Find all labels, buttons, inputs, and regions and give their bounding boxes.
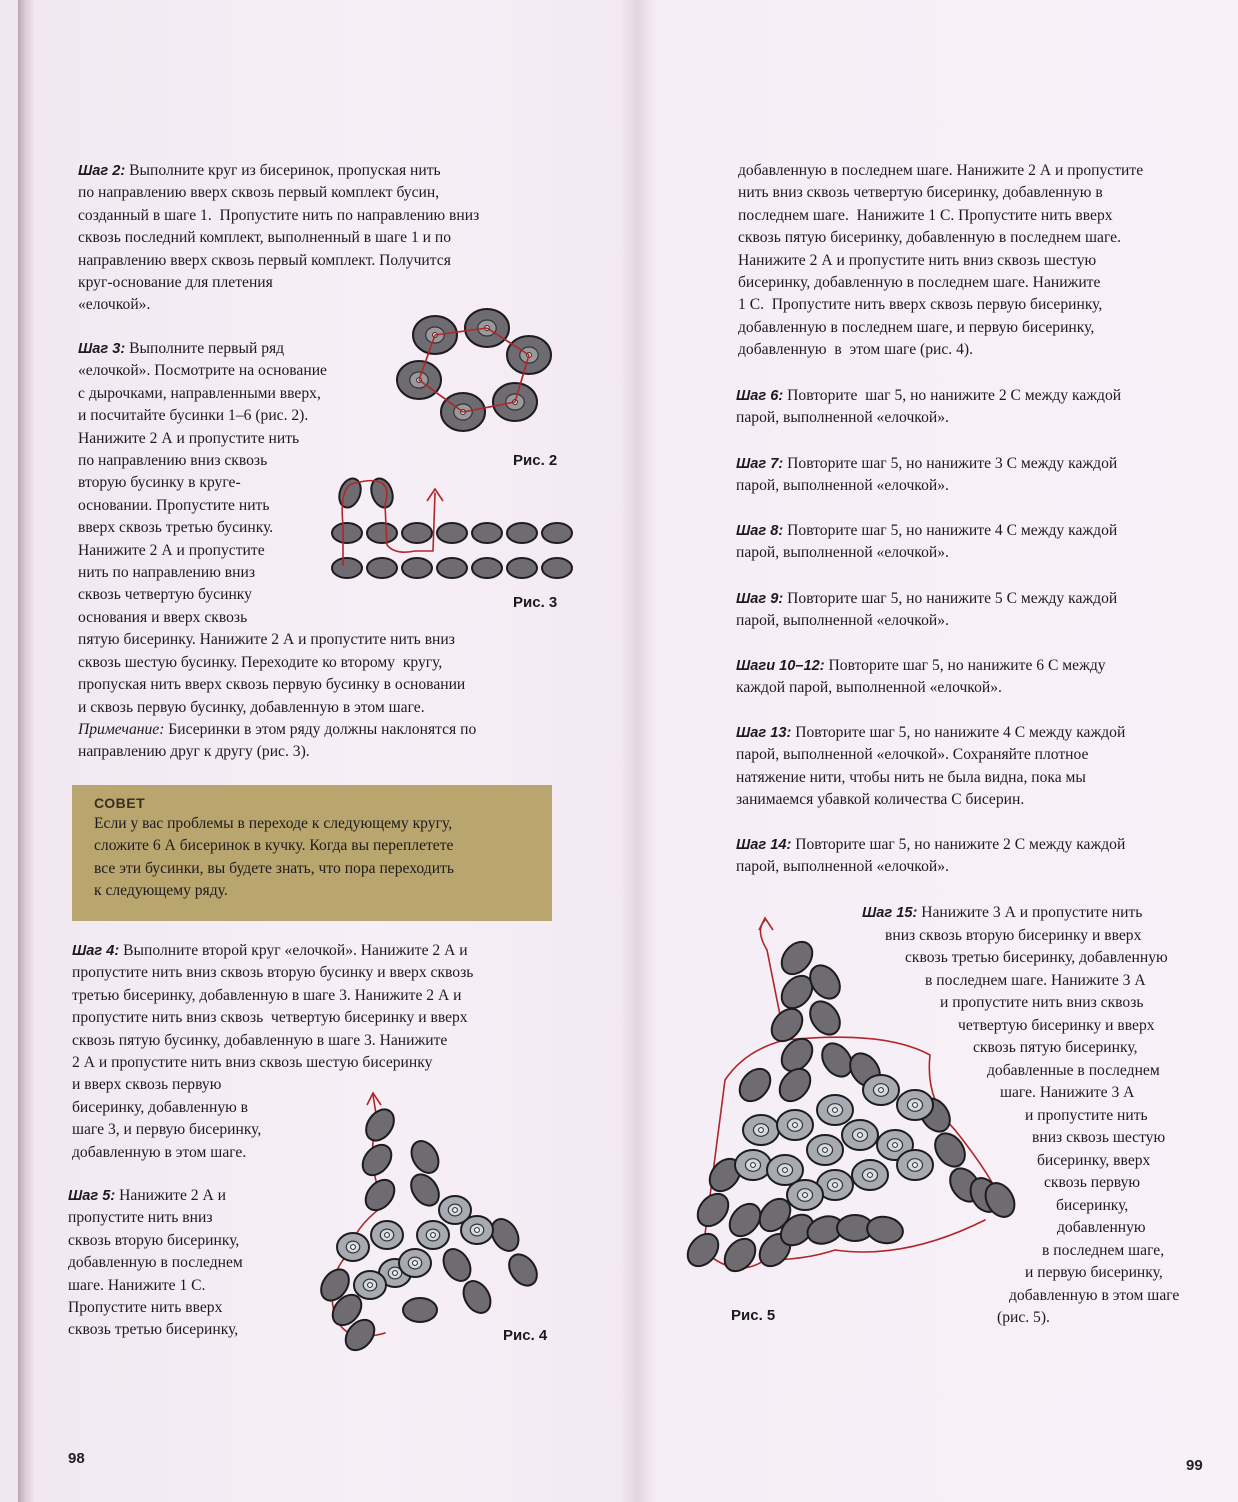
bead-light [817,1095,853,1125]
bead-dark [335,475,364,510]
step-15-line: и первую бисеринку, [1025,1264,1163,1281]
step-8 [736,520,1117,565]
step-15-line: добавленные в последнем [987,1062,1160,1079]
bead-dark [472,558,502,578]
bead-light [787,1180,823,1210]
step-6 [736,385,1121,430]
bead-dark [437,558,467,578]
step-5 [68,1185,243,1342]
step-15-first-line [862,902,1142,924]
bead-dark [773,1063,816,1107]
bead-dark [865,1214,905,1246]
step-15-line: (рис. 5). [997,1309,1050,1326]
step-3-text: Выполните первый ряд «елочкой». Посмотрите на основание с дырочками, направленными вверх, и посчитайте бусинки 1–6 (рис. 2). Нанижите 2 А и пропустите нить по направлению вниз сквозь вторую бусинку в круге- основании. Пропустите нить вверх сквозь третью бусинку. Нанижите 2 А и пропустите нить по направлению вниз сквозь четвертую бусинку основания и вверх сквозь пятую бисеринку. Нанижите 2 А и пропустите нить вниз сквозь шестую бусинку. Переходите ко второму кругу, пропуская нить вверх сквозь первую бусинку в основании и сквозь первую бусинку, добавленную в этом шаге. [78,340,466,716]
step-15-line: шаге. Нанижите 3 А [1000,1084,1135,1101]
bead-light [417,1221,449,1249]
bead-dark [332,523,362,543]
bead-light [371,1221,403,1249]
bead-light [354,1271,386,1299]
figure-3-bead-rows [325,465,565,590]
step-2-label: Шаг 2: [78,163,126,179]
bead-dark [718,1233,761,1277]
step-15-line: четвертую бисеринку и вверх [958,1017,1155,1034]
step-9-text: Повторите шаг 5, но нанижите 5 С между каждой парой, выполненной «елочкой». [736,590,1118,630]
bead-light [337,1233,369,1261]
figure-4-caption: Рис. 4 [503,1327,548,1344]
step-8-text: Повторите шаг 5, но нанижите 4 С между каждой парой, выполненной «елочкой». [736,522,1118,562]
figure-2-bead-circle [395,300,565,440]
bead-dark [402,558,432,578]
bead-light [399,1249,431,1277]
step-10-12-text: Повторите шаг 5, но нанижите 6 С между каждой парой, выполненной «елочкой». [736,657,1106,697]
step-2-text: Выполните круг из бисеринок, пропуская нить по направлению вверх сквозь первый комплект бусин, созданный в шаге 1. Пропустите нить по направлению вниз сквозь последний комплект, выполненный в шаге 1 и по направлению вверх сквозь первый комплект. Получится круг-основание для плетения «елочкой». [78,162,480,314]
step-15-line: сквозь третью бисеринку, добавленную [905,949,1168,966]
bead-dark [402,523,432,543]
step-15-line: сквозь первую [1044,1174,1141,1191]
step-13-label: Шаг 13: [736,725,792,741]
bead-dark [438,1244,476,1285]
note-text: Бисеринки в этом ряду должны наклонятся по направлению друг к другу (рис. 3). [78,720,477,761]
step-15-line: в последнем шаге, [1042,1242,1165,1259]
step-10-12-label: Шаги 10–12: [736,658,825,674]
bead-dark [507,558,537,578]
step-7-label: Шаг 7: [736,456,784,472]
bead-light [743,1115,779,1145]
step-15-line: добавленную [1057,1219,1146,1236]
step-15-line: сквозь пятую бисеринку, [973,1039,1138,1056]
note-label: Примечание: [78,720,165,738]
step-15-line: бисеринку, вверх [1037,1152,1151,1169]
step-15-line: вниз сквозь вторую бисеринку и вверх [885,927,1142,944]
step-15-line: добавленную в этом шаге [1009,1287,1180,1304]
step-14-text: Повторите шаг 5, но нанижите 2 С между каждой парой, выполненной «елочкой». [736,836,1126,876]
bead-dark [437,523,467,543]
bead-dark [507,523,537,543]
step-15-line: и пропустите нить [1025,1107,1148,1124]
bead-light [842,1120,878,1150]
step-4-text: Выполните второй круг «елочкой». Нанижите 2 А и пропустите нить вниз сквозь вторую бусинку и вверх сквозь третью бисеринку, добавленную в шаге 3. Нанижите 2 А и пропустите нить вниз сквозь четвертую бисеринку и вверх сквозь пятую бусинку, добавленную в шаге 3. Нанижите 2 А и пропустите нить вниз сквозь шестую бисеринку и вверх сквозь первую бисеринку, добавленную в шаге 3, и первую бисеринку, добавленную в этом шаге. [72,942,474,1161]
step-15-label: Шаг 15: [862,905,918,921]
step-5-label: Шаг 5: [68,1188,116,1204]
bead-light [897,1150,933,1180]
step-14-label: Шаг 14: [736,837,792,853]
bead-dark [458,1276,496,1317]
step-8-label: Шаг 8: [736,523,784,539]
right-page [640,0,1238,1502]
bead-dark [542,523,572,543]
bead-dark [403,1298,437,1322]
step-2 [78,160,479,317]
bead-dark [804,960,846,1004]
step-15-text: Нанижите 3 А и пропустите нить [917,904,1143,921]
bead-light [439,1196,471,1224]
bead-dark [804,996,846,1040]
page-number-right: 99 [1186,1457,1203,1474]
step-7-text: Повторите шаг 5, но нанижите 3 С между каждой парой, выполненной «елочкой». [736,455,1118,495]
figure-3-caption: Рис. 3 [513,594,558,611]
bead-light [852,1160,888,1190]
bead-light [863,1075,899,1105]
figure-4-bead-triangle [305,1085,555,1360]
step-15-line: в последнем шаге. Нанижите 3 А [925,972,1146,989]
bead-dark [360,1104,399,1146]
step-13 [736,722,1125,812]
step-6-text: Повторите шаг 5, но нанижите 2 С между каждой парой, выполненной «елочкой». [736,387,1122,427]
tip-title: СОВЕТ [94,795,146,811]
step-3-label: Шаг 3: [78,341,126,357]
step-14 [736,834,1125,879]
tip-text: Если у вас проблемы в переходе к следующему кругу, сложите 6 А бисеринок в кучку. Когда вы переплетете все эти бусинки, вы будете знать, что пора переходить к следующему ряду. [94,815,454,900]
bead-dark [406,1136,444,1177]
bead-dark [332,558,362,578]
step-15-line: бисеринку, [1056,1197,1129,1214]
bead-light [807,1135,843,1165]
page-number-left: 98 [68,1450,85,1467]
step-10-12 [736,655,1106,700]
step-4-label: Шаг 4: [72,943,120,959]
bead-dark [733,1063,776,1107]
step-13-text: Повторите шаг 5, но нанижите 4 С между каждой парой, выполненной «елочкой». Сохраняйте плотное натяжение нити, чтобы нить не была видна, пока мы занимаемся убавкой количества С бисерин. [736,724,1126,809]
tip-box [72,785,552,921]
step-15-line: вниз сквозь шестую [1032,1129,1166,1146]
bead-dark [503,1249,542,1291]
bead-dark [681,1228,724,1272]
step-15-line: и пропустите нить вниз сквозь [940,994,1144,1011]
bead-dark [472,523,502,543]
step-9-label: Шаг 9: [736,591,784,607]
bead-dark [542,558,572,578]
bead-light [897,1090,933,1120]
figure-5-caption: Рис. 5 [731,1307,776,1324]
step-9 [736,588,1117,633]
bead-light [735,1150,771,1180]
figure-5-bead-triangle [685,930,1035,1300]
step-5-text: Нанижите 2 А и пропустите нить вниз сквозь вторую бисеринку, добавленную в последнем шаге. Нанижите 1 С. Пропустите нить вверх сквозь третью бисеринку, [68,1187,243,1339]
step-7 [736,453,1117,498]
bead-light [777,1110,813,1140]
bead-dark [405,1169,444,1211]
bead-dark [367,558,397,578]
bead-dark [929,1128,971,1172]
bead-dark [357,1139,397,1180]
step-5-continued: добавленную в последнем шаге. Нанижите 2 А и пропустите нить вниз сквозь четвертую бисеринку, добавленную в последнем шаге. Нанижите 1 С. Пропустите нить вверх сквозь пятую бисеринку, добавленную в последнем шаге. Нанижите 2 А и пропустите нить вниз сквозь шестую бисеринку, добавленную в последнем шаге. Нанижите 1 С. Пропустите нить вверх сквозь первую бисеринку, добавленную в последнем шаге, и первую бисеринку, добавленную в этом шаге (рис. 4). [738,162,1144,359]
step-6-label: Шаг 6: [736,388,784,404]
bead-dark [367,523,397,543]
bead-dark [360,1174,400,1215]
page-edge [18,0,34,1502]
bead-dark [691,1188,734,1232]
figure-2-caption: Рис. 2 [513,452,558,469]
